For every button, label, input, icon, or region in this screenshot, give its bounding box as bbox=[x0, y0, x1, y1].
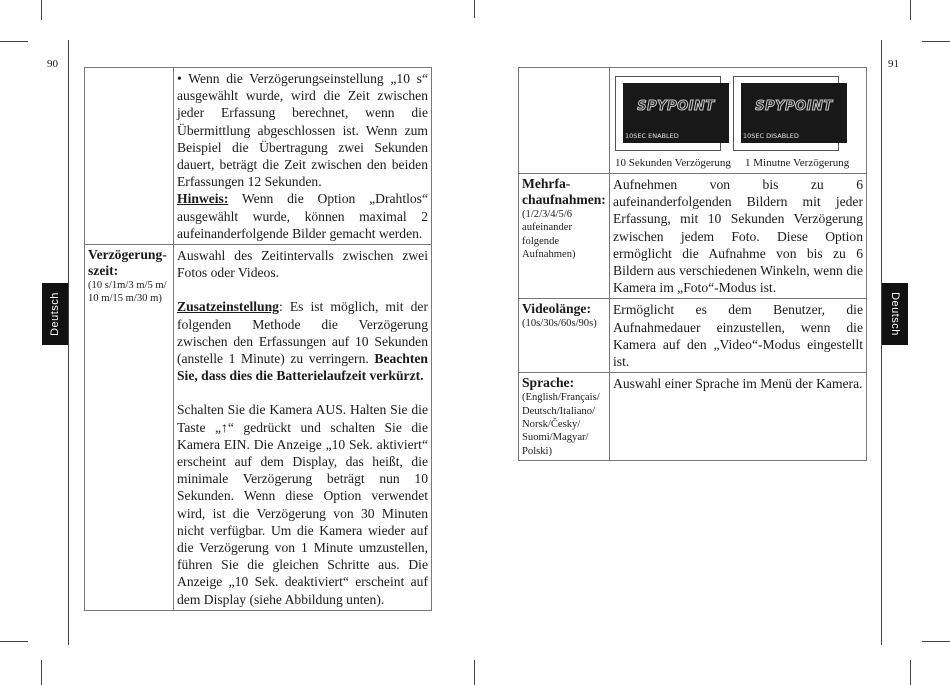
figure-captions bbox=[610, 151, 866, 173]
crop-mark bbox=[41, 660, 42, 685]
figure-row bbox=[519, 68, 867, 174]
intro-paragraph: Auswahl des Zeitintervalls zwischen zwei Fotos oder Videos. bbox=[177, 248, 428, 281]
crop-mark bbox=[922, 41, 950, 42]
setting-options: (10 s/1m/3 m/5 m/ 10 m/15 m/30 m) bbox=[88, 280, 167, 305]
crop-mark bbox=[0, 641, 28, 642]
screen-figure-disabled bbox=[733, 76, 839, 151]
crop-mark bbox=[474, 660, 475, 685]
crop-mark bbox=[41, 0, 42, 20]
setting-options: (English/Français/ Deutsch/Italiano/ Norsk/Česky/ Suomi/Magyar/ Polski) bbox=[522, 392, 600, 457]
description-cell: Ermöglicht es dem Benutzer, die Aufnahmedauer einzustellen, wenn die Kamera auf den „Video“-Modus eingestellt ist. bbox=[610, 299, 867, 373]
screen-figures bbox=[610, 68, 866, 151]
language-tab-label: Deutsch bbox=[49, 292, 62, 336]
page-edge-left bbox=[68, 40, 69, 645]
steps-paragraph: Schalten Sie die Kamera AUS. Halten Sie die Taste „↑“ gedrückt und schalten Sie die Kamera EIN. Die Anzeige „10 Sek. aktiviert“ erscheint auf dem Display, das heißt, die minimale Verzögerung beträgt nun 10 Sekunden. Wenn diese Option verwendet wird, ist die Verzögerung von 30 Minuten nicht verfügbar. Um die Kamera wieder auf die Verzögerung von 1 Minute umzustellen, führen Sie die gleichen Schritte aus. Die Anzeige „10 Sek. deaktiviert“ erscheint auf dem Display (siehe Abbildung unten). bbox=[177, 402, 428, 607]
table-row bbox=[519, 373, 867, 461]
page-number-right: 91 bbox=[888, 58, 899, 70]
crop-mark bbox=[474, 0, 475, 18]
setting-label: Videolänge: bbox=[522, 301, 591, 317]
setting-options: (10s/30s/60s/90s) bbox=[522, 318, 597, 330]
figure-cell bbox=[610, 68, 867, 174]
description-cell bbox=[174, 245, 432, 611]
language-tab-label: Deutsch bbox=[889, 292, 902, 336]
spypoint-logo: SPYPOINT bbox=[755, 99, 833, 114]
extra-paragraph bbox=[177, 298, 428, 384]
figure-caption: 1 Minutne Verzögerung bbox=[745, 157, 850, 169]
bullet-paragraph: • Wenn die Verzögerungseinstellung „10 s“ ausgewählt wurde, wird die Zeit zwischen jeder Erfassung berechnet, wenn die Übermittlung abgeschlossen ist. Wenn zum Beispiel die Übertragung zwei Sekunden dauert, beträgt die Zeit zwischen den beiden Erfassungen 12 Sekunden. bbox=[177, 71, 428, 190]
screen-status-text: 10SEC ENABLED bbox=[625, 132, 679, 140]
label-cell bbox=[519, 373, 610, 461]
table-row bbox=[85, 245, 432, 611]
label-cell bbox=[519, 299, 610, 373]
setting-label: Mehrfa-chaufnahmen: bbox=[522, 176, 606, 207]
extra-text: : Es ist möglich, mit der folgenden Methode die Verzögerung zwischen den Erfassungen auf 10 Sekunden (anstelle 1 Minute) zu verringern. bbox=[177, 299, 428, 367]
description-cell: Aufnehmen von bis zu 6 aufeinanderfolgenden Bildern mit jeder Erfassung, mit 10 Sekunden Verzögerung zwischen jedem Foto. Diese Option ermöglicht die Aufnahme von bis zu 6 Bildern aus verschiedenen Winkeln, wenn die Kamera im „Foto“-Modus ist. bbox=[610, 174, 867, 299]
language-tab-left bbox=[42, 283, 68, 345]
label-cell-empty bbox=[85, 68, 174, 245]
crop-mark bbox=[910, 660, 911, 685]
note-text: Wenn die Option „Drahtlos“ ausgewählt wurde, können maximal 2 aufeinanderfolgende Bilder gemacht werden. bbox=[177, 191, 428, 241]
spypoint-logo: SPYPOINT bbox=[637, 99, 715, 114]
table-row bbox=[85, 68, 432, 245]
camera-display bbox=[623, 83, 729, 143]
extra-label: Zusatzeinstellung bbox=[177, 299, 279, 315]
note-paragraph bbox=[177, 190, 428, 242]
label-cell bbox=[85, 245, 174, 611]
label-cell-empty bbox=[519, 68, 610, 174]
setting-label: Sprache: bbox=[522, 375, 575, 391]
language-tab-right bbox=[882, 283, 908, 345]
figure-caption: 10 Sekunden Verzögerung bbox=[615, 157, 731, 169]
crop-mark bbox=[910, 0, 911, 20]
crop-mark bbox=[922, 641, 950, 642]
settings-table-left bbox=[84, 67, 432, 611]
battery-warning: Beachten Sie, dass dies die Batterielaufzeit verkürzt. bbox=[177, 351, 428, 384]
crop-mark bbox=[0, 41, 28, 42]
setting-label: Verzögerung-szeit: bbox=[88, 247, 167, 279]
label-cell bbox=[519, 174, 610, 299]
description-cell bbox=[174, 68, 432, 245]
table-row bbox=[519, 299, 867, 373]
description-cell: Auswahl einer Sprache im Menü der Kamera. bbox=[610, 373, 867, 461]
setting-options: (1/2/3/4/5/6 aufeinander folgende Aufnahmen) bbox=[522, 209, 576, 261]
table-row bbox=[519, 174, 867, 299]
screen-figure-enabled bbox=[615, 76, 721, 151]
settings-table-right bbox=[518, 67, 867, 461]
note-label: Hinweis: bbox=[177, 191, 229, 207]
screen-status-text: 10SEC DISABLED bbox=[743, 132, 799, 140]
camera-display bbox=[741, 83, 847, 143]
page-number-left: 90 bbox=[47, 58, 58, 70]
